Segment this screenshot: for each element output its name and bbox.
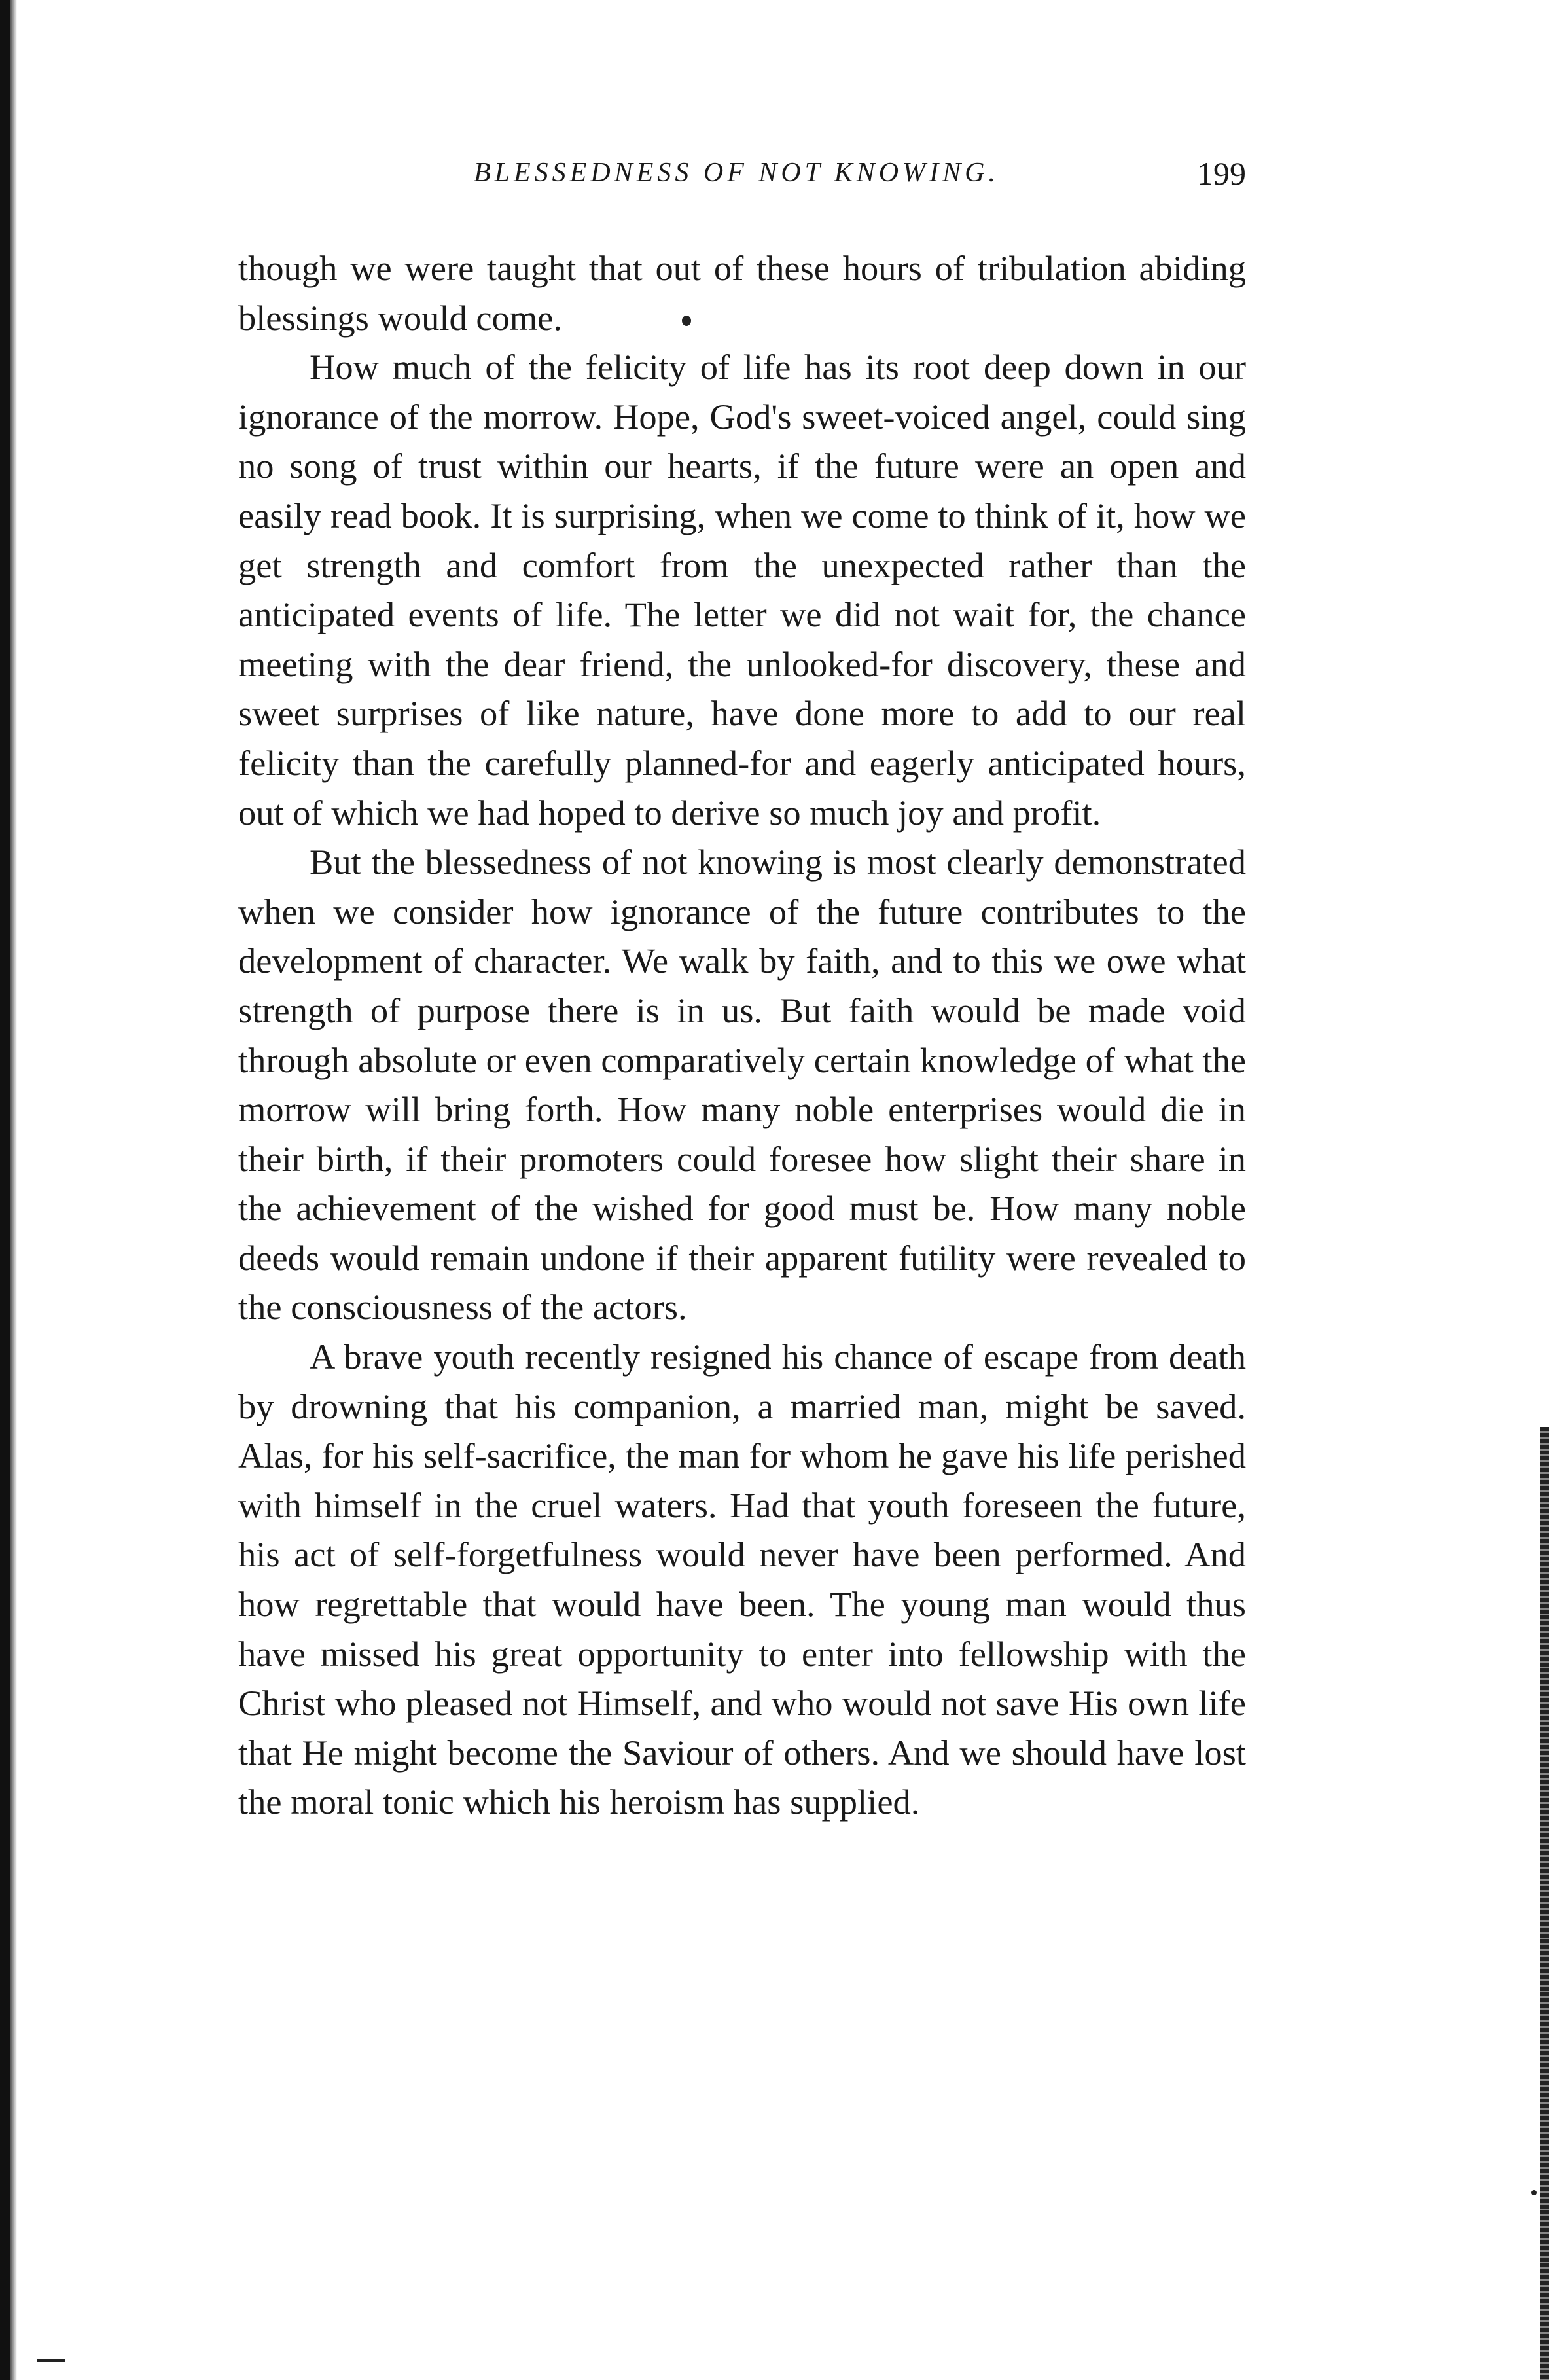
body-text	[238, 243, 1246, 1827]
page-number: 199	[1197, 155, 1246, 192]
paragraph: But the blessedness of not knowing is most clearly demonstrated when we consider how ignorance of the future contributes to the development of character. We walk by faith, and to this we owe what strength of purpose there is in us. But faith would be made void through absolute or even comparatively certain knowledge of what the morrow will bring forth. How many noble enterprises would die in their birth, if their promoters could foresee how slight their share in the achievement of the wished for good must be. How many noble deeds would remain undone if their apparent futility were revealed to the consciousness of the actors.	[238, 842, 1246, 1327]
scan-edge-left	[0, 0, 10, 2380]
scan-edge-shadow	[10, 0, 17, 2380]
paragraph: though we were taught that out of these hours of tribulation abiding blessings would come.	[238, 248, 1246, 338]
book-page	[238, 157, 1246, 1827]
scan-edge-right	[1540, 1427, 1549, 2380]
scan-mark	[37, 2359, 65, 2362]
paragraph: How much of the felicity of life has its root deep down in our ignorance of the morrow. Hope, God's sweet-voiced angel, could sing no song of trust within our hearts, if the future were an open and easily read book. It is surprising, when we come to think of it, how we get strength and comfort from the unexpected rather than the anticipated events of life. The letter we did not wait for, the chance meeting with the dear friend, the unlooked-for discovery, these and sweet surprises of like nature, have done more to add to our real felicity than the carefully planned-for and eagerly anticipated hours, out of which we had hoped to derive so much joy and profit.	[238, 347, 1246, 833]
paragraph: A brave youth recently resigned his chance of escape from death by drowning that his companion, a married man, might be saved. Alas, for his self-sacrifice, the man for whom he gave his life perished with himself in the cruel waters. Had that youth foreseen the future, his act of self-forgetfulness would never have been performed. And how regrettable that would have been. The young man would thus have missed his great opportunity to enter into fellowship with the Christ who pleased not Himself, and who would not save His own life that He might become the Saviour of others. And we should have lost the moral tonic which his heroism has supplied.	[238, 1337, 1246, 1822]
running-head	[238, 157, 1246, 209]
running-title: BLESSEDNESS OF NOT KNOWING.	[474, 158, 999, 188]
scan-speck	[1531, 2190, 1537, 2195]
